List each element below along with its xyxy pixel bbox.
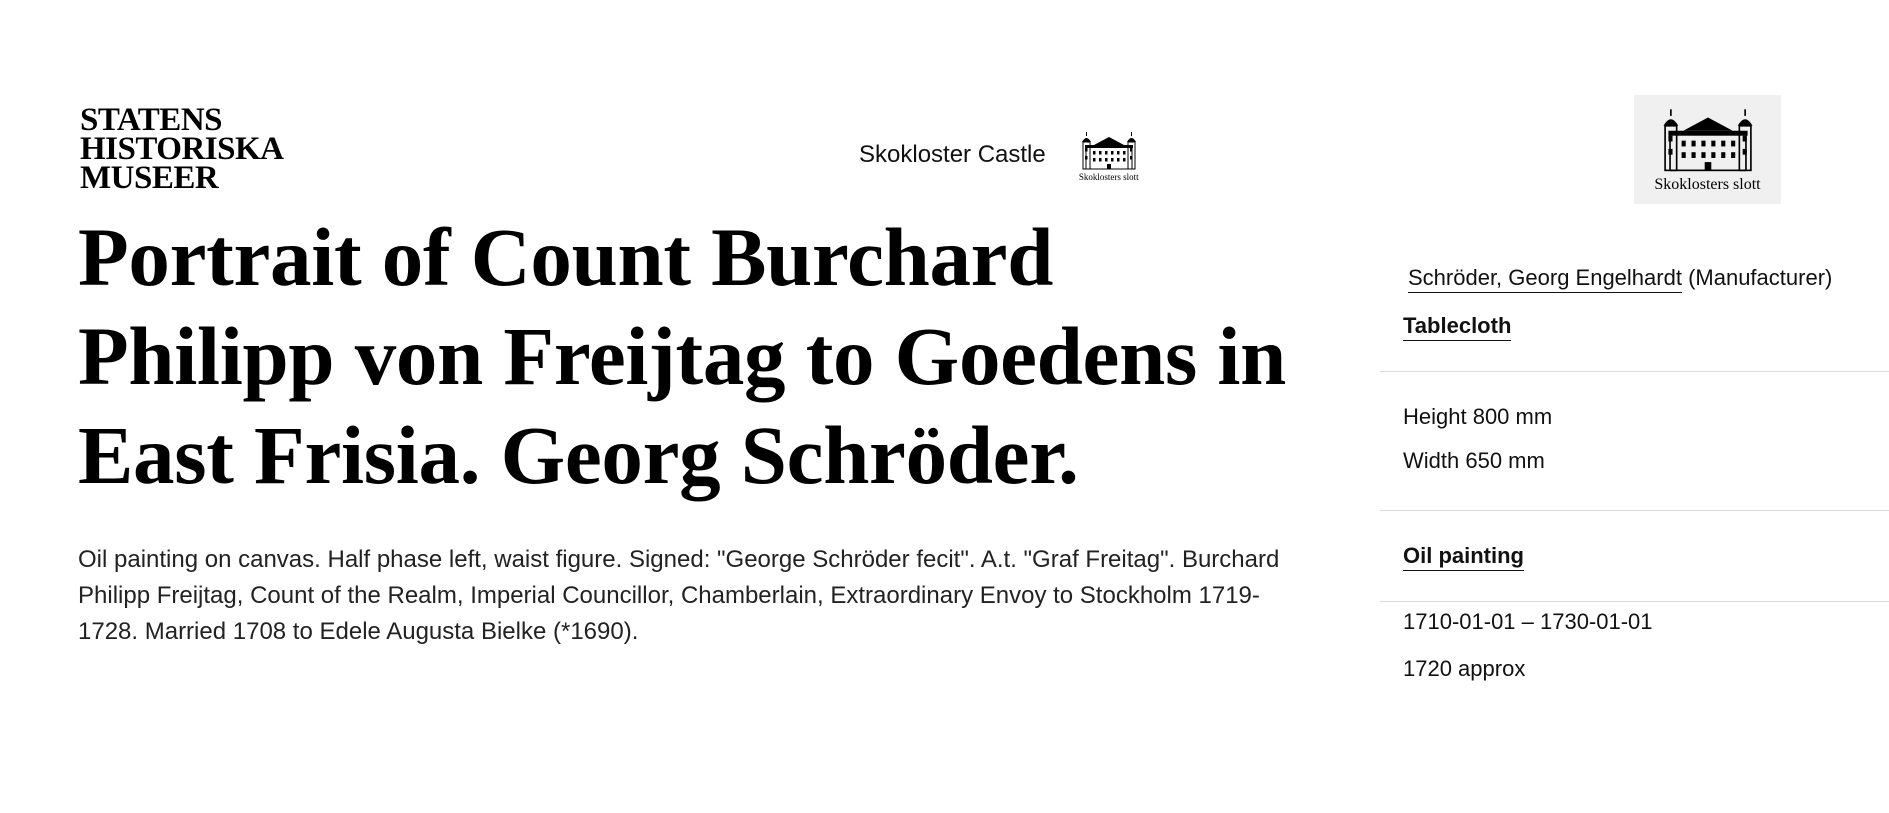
classification-row xyxy=(1403,313,1511,339)
castle-logo-caption: Skoklosters slott xyxy=(1078,171,1139,182)
logo-line-2: HISTORISKA xyxy=(80,131,284,167)
divider xyxy=(1380,510,1889,511)
maker-role: (Manufacturer) xyxy=(1688,265,1833,290)
width-value: Width 650 mm xyxy=(1403,448,1545,473)
maker-link[interactable]: Schröder, Georg Engelhardt xyxy=(1408,265,1682,293)
sidebar-logo-caption: Skoklosters slott xyxy=(1654,175,1761,193)
logo-line-3: MUSEER xyxy=(80,160,219,196)
object-title: Portrait of Count Burchard Philipp von Freijtag to Goedens in East Frisia. Georg Schröder. xyxy=(78,211,1287,501)
castle-logo xyxy=(1076,129,1142,182)
museum-link[interactable] xyxy=(859,129,1142,181)
technique-row xyxy=(1403,543,1524,569)
height-value: Height 800 mm xyxy=(1403,404,1553,429)
museum-name: Skokloster Castle xyxy=(859,141,1046,168)
maker-row xyxy=(1408,265,1832,291)
site-logo[interactable] xyxy=(80,102,284,196)
date-approx: 1720 approx xyxy=(1403,656,1526,681)
date-range: 1710-01-01 – 1730-01-01 xyxy=(1403,609,1653,634)
object-details-sidebar xyxy=(1380,0,1889,813)
divider xyxy=(1380,601,1889,602)
logo-line-1: STATENS xyxy=(80,102,223,138)
object-description: Oil painting on canvas. Half phase left, waist figure. Signed: "George Schröder fecit". A.t. "Graf Freitag". Burchard Philipp Freijtag, Count of the Realm, Imperial Councillor, Chamberlain, Extraordinary Envoy to Stockholm 1719-1728. Married 1708 to Edele Augusta Bielke (*1690). xyxy=(78,546,1280,645)
castle-icon xyxy=(1079,129,1139,171)
technique-link[interactable]: Oil painting xyxy=(1403,543,1524,571)
divider xyxy=(1380,371,1889,372)
classification-link[interactable]: Tablecloth xyxy=(1403,313,1511,341)
